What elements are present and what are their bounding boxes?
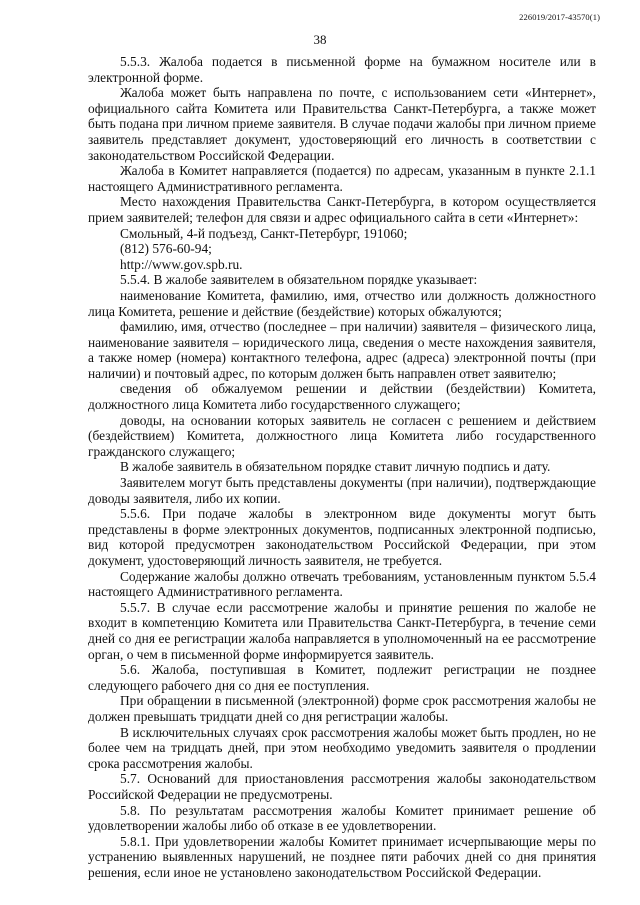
paragraph: Место нахождения Правительства Санкт-Петербурга, в котором осуществляется прием заявителей; телефон для связи и адрес официального сайта в сети «Интернет»: xyxy=(88,194,596,225)
paragraph: Жалоба в Комитет направляется (подается) по адресам, указанным в пункте 2.1.1 настоящего Административного регламента. xyxy=(88,163,596,194)
paragraph: 5.6. Жалоба, поступившая в Комитет, подлежит регистрации не позднее следующего рабочего дня со дня ее поступления. xyxy=(88,662,596,693)
paragraph: 5.8.1. При удовлетворении жалобы Комитет принимает исчерпывающие меры по устранению выявленных нарушений, не позднее пяти рабочих дней со дня принятия решения, если иное не установлено законодательством Российской Федерации. xyxy=(88,833,596,880)
paragraph: При обращении в письменной (электронной) форме срок рассмотрения жалобы не должен превышать тридцати дней со дня регистрации жалобы. xyxy=(88,693,596,724)
paragraph: Жалоба может быть направлена по почте, с использованием сети «Интернет», официального сайта Комитета или Правительства Санкт-Петербурга, а также может быть подана при личном приеме заявителя. В случае подачи жалобы при личном приеме заявитель представляет документ, удостоверяющий его личность в соответствии с законодательством Российской Федерации. xyxy=(88,85,596,163)
paragraph: сведения об обжалуемом решении и действии (бездействии) Комитета, должностного лица Комитета либо государственного служащего; xyxy=(88,381,596,413)
address-line: Смольный, 4-й подъезд, Санкт-Петербург, 191060; xyxy=(120,225,408,241)
paragraph: В жалобе заявитель в обязательном порядке ставит личную подпись и дату. xyxy=(120,459,551,475)
document-registration-number: 226019/2017-43570(1) xyxy=(519,12,600,22)
paragraph: 5.8. По результатам рассмотрения жалобы Комитет принимает решение об удовлетворении жалобы либо об отказе в ее удовлетворении. xyxy=(88,802,596,834)
paragraph: 5.5.6. При подаче жалобы в электронном виде документы могут быть представлены в форме электронных документов, подписанных электронной подписью, вид которой предусмотрен законодательством Российской Федерации, при этом документ, удостоверяющий личность заявителя, не требуется. xyxy=(88,506,596,568)
paragraph: В исключительных случаях срок рассмотрения жалобы может быть продлен, но не более чем на тридцать дней, при этом необходимо уведомить заявителя о продлении срока рассмотрения жалобы. xyxy=(88,724,596,771)
paragraph: Заявителем могут быть представлены документы (при наличии), подтверждающие доводы заявителя, либо их копии. xyxy=(88,475,596,506)
website-line: http://www.gov.spb.ru. xyxy=(120,256,243,272)
paragraph: 5.5.3. Жалоба подается в письменной форме на бумажном носителе или в электронной форме. xyxy=(88,54,596,85)
paragraph: 5.7. Оснований для приостановления рассмотрения жалобы законодательством Российской Федерации не предусмотрены. xyxy=(88,771,596,802)
paragraph: 5.5.4. В жалобе заявителем в обязательном порядке указывает: xyxy=(120,272,478,288)
paragraph: фамилию, имя, отчество (последнее – при наличии) заявителя – физического лица, наименование заявителя – юридического лица, сведения о месте нахождения заявителя, а также номер (номера) контактного телефона, адрес (адреса) электронной почты (при наличии) и почтовый адрес, по которым должен быть направлен ответ заявителю; xyxy=(88,319,596,381)
paragraph: наименование Комитета, фамилию, имя, отчество или должность должностного лица Комитета, решение и действие (бездействие) которых обжалуются; xyxy=(88,287,596,319)
page-number: 38 xyxy=(313,32,327,47)
paragraph: Содержание жалобы должно отвечать требованиям, установленным пунктом 5.5.4 настоящего Административного регламента. xyxy=(88,568,596,600)
document-body xyxy=(88,54,596,880)
phone-line: (812) 576-60-94; xyxy=(120,241,212,257)
paragraph: доводы, на основании которых заявитель не согласен с решением и действием (бездействием) Комитета, должностного лица Комитета либо государственного гражданского служащего; xyxy=(88,412,596,459)
paragraph: 5.5.7. В случае если рассмотрение жалобы и принятие решения по жалобе не входит в компетенцию Комитета или Правительства Санкт-Петербурга, в течение семи дней со дня ее регистрации жалоба направляется в уполномоченный на ее рассмотрение орган, о чем в письменной форме информируется заявитель. xyxy=(88,599,596,662)
